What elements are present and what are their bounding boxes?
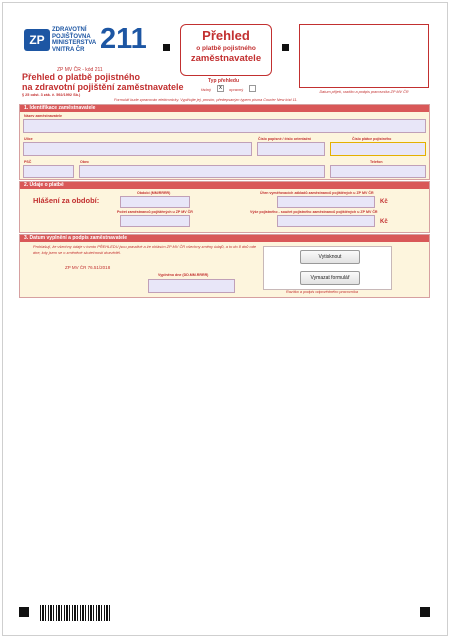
signature-label: Razítko a podpis odpovědného pracovníka — [286, 290, 358, 294]
period-input[interactable] — [120, 196, 190, 208]
employer-name-label: Název zaměstnavatele — [24, 114, 62, 118]
fill-date-input[interactable] — [148, 279, 235, 293]
currency-label: Kč — [380, 219, 388, 225]
payer-number-input[interactable] — [330, 142, 426, 156]
page-title-line: na zdravotní pojištění zaměstnavatele — [22, 81, 184, 92]
law-reference: § 25 odst. 3 zák. č. 592/1992 Sb.) — [22, 93, 81, 97]
stamp-box — [299, 24, 429, 88]
house-number-label: Číslo popisné / číslo orientační — [258, 137, 311, 141]
postal-code-label: PSČ — [24, 160, 32, 164]
fill-instruction: Formulář bude zpracován elektronicky. Vyplňujte jej, prosím, předepsaným typem písma Courier New kód 11. — [114, 98, 298, 102]
registration-mark — [19, 607, 29, 617]
stamp-label: Datum přijetí, razítko a podpis pracovníka ZP MV ČR — [319, 90, 409, 94]
type-regular-checkbox[interactable]: x — [219, 85, 222, 91]
assessment-base-input[interactable] — [277, 196, 375, 208]
form-code: ZP MV ČR - kód 211 — [57, 67, 103, 73]
city-label: Obec — [80, 160, 89, 164]
insurer-name-line: ZDRAVOTNÍ — [52, 27, 87, 33]
type-option-correction-label: opravný — [229, 87, 244, 92]
clear-form-button[interactable]: Vymazat formulář — [300, 271, 360, 285]
form-subtitle-2: zaměstnavatele — [190, 53, 262, 64]
street-input[interactable] — [23, 142, 252, 156]
premium-total-input[interactable] — [277, 215, 375, 227]
form-number: 211 — [100, 23, 147, 55]
street-label: Ulice — [24, 137, 33, 141]
insurer-name-line: VNITRA ČR — [52, 46, 85, 53]
barcode — [40, 605, 110, 621]
section-title: 2. Údaje o platbě — [20, 182, 429, 189]
type-label: Typ přehledu — [208, 78, 240, 84]
phone-input[interactable] — [330, 165, 426, 178]
insured-count-input[interactable] — [120, 215, 190, 227]
page-title-line: Přehled o platbě pojistného — [22, 72, 141, 82]
page-title — [22, 73, 192, 92]
declaration-text: Prohlašuji, že všechny údaje v tomto PŘEHLEDU jsou pravdivé a že ohlásím ZP MV ČR všechny změny údajů, a to do 8 dnů ode dne, kdy jsem se o změněné skutečnosti dozvěděl. — [33, 244, 257, 255]
postal-code-input[interactable] — [23, 165, 74, 178]
assessment-base-label: Úhrn vyměřovacích základů zaměstnanců pojištěných u ZP MV ČR — [260, 191, 374, 195]
insured-count-label: Počet zaměstnanců pojištěných u ZP MV ČR — [117, 210, 193, 214]
section-title: 3. Datum vyplnění a podpis zaměstnavatele — [20, 235, 429, 242]
zp-logo-icon: ZP — [24, 29, 50, 51]
registration-mark — [420, 607, 430, 617]
premium-total-label: Výše pojistného - součet pojistného zaměstnanců pojištěných u ZP MV ČR — [250, 210, 378, 214]
insurer-name-line: MINISTERSTVA — [52, 40, 97, 46]
form-title: Přehled — [202, 28, 250, 43]
period-label: Období (MM/RRRR) — [137, 191, 171, 195]
form-subtitle: o platbě pojistného — [196, 45, 256, 52]
house-number-input[interactable] — [257, 142, 325, 156]
print-button[interactable]: Vytisknout — [300, 250, 360, 264]
type-option-regular-label: řádný — [201, 87, 212, 92]
type-correction-checkbox[interactable] — [249, 85, 256, 92]
city-input[interactable] — [79, 165, 325, 178]
insurer-name-line: POJIŠŤOVNA — [52, 33, 91, 40]
phone-label: Telefon — [370, 160, 383, 164]
payer-number-label: Číslo plátce pojistného — [352, 137, 392, 141]
employer-name-input[interactable] — [23, 119, 426, 133]
currency-label: Kč — [380, 199, 388, 205]
registration-mark — [163, 44, 170, 51]
registration-mark — [282, 44, 289, 51]
insurer-name — [52, 27, 102, 53]
section-title: 1. Identifikace zaměstnavatele — [20, 105, 429, 112]
form-version: ZP MV ČR 76.51/2018 — [65, 265, 111, 270]
reporting-period-label: Hlášení za období: — [33, 196, 100, 205]
form-title-box — [180, 24, 272, 76]
fill-date-label: Vyplněno dne (DD.MM.RRRR) — [158, 273, 209, 277]
